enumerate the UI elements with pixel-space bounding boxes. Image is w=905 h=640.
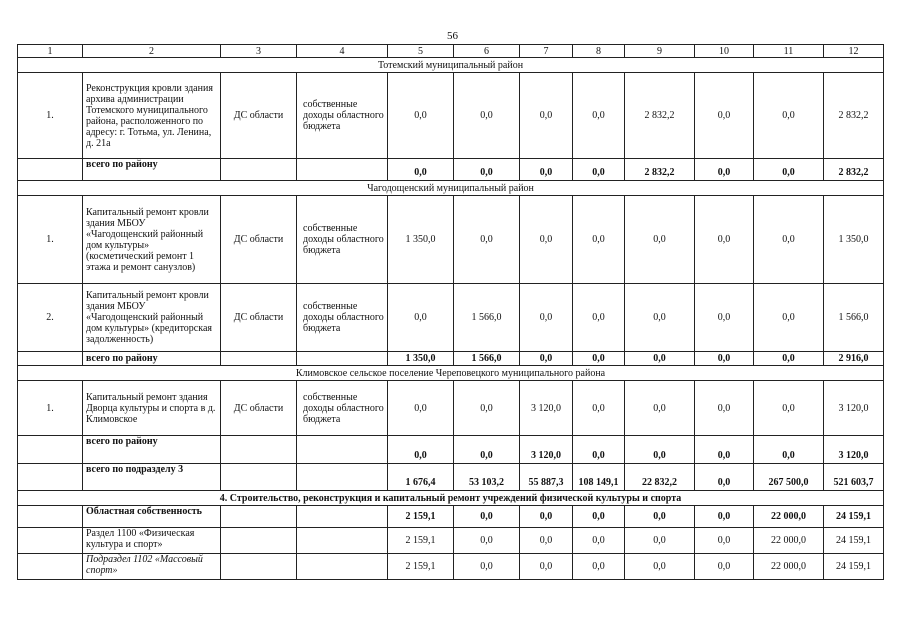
- summary-amount: 0,0: [573, 554, 625, 580]
- total-amount: 2 916,0: [824, 352, 884, 366]
- funding-type: собственные доходы областного бюджета: [297, 284, 388, 352]
- column-number: 4: [297, 45, 388, 58]
- total-amount: 3 120,0: [520, 436, 573, 464]
- amount-cell: 0,0: [573, 284, 625, 352]
- amount-cell: 0,0: [625, 196, 695, 284]
- total-amount: 3 120,0: [824, 436, 884, 464]
- summary-row: [18, 554, 884, 580]
- empty-cell: [18, 554, 83, 580]
- empty-cell: [18, 528, 83, 554]
- summary-amount: 2 159,1: [388, 528, 454, 554]
- amount-cell: 1 566,0: [454, 284, 520, 352]
- total-amount: 0,0: [388, 436, 454, 464]
- total-amount: 267 500,0: [754, 464, 824, 491]
- total-label: всего по району: [83, 352, 221, 366]
- empty-cell: [18, 464, 83, 491]
- empty-cell: [297, 528, 388, 554]
- summary-amount: 0,0: [695, 528, 754, 554]
- empty-cell: [221, 506, 297, 528]
- summary-amount: 2 159,1: [388, 554, 454, 580]
- empty-cell: [297, 464, 388, 491]
- funding-type: собственные доходы областного бюджета: [297, 196, 388, 284]
- empty-cell: [297, 159, 388, 181]
- funding-type: собственные доходы областного бюджета: [297, 381, 388, 436]
- summary-amount: 24 159,1: [824, 528, 884, 554]
- amount-cell: 0,0: [454, 196, 520, 284]
- row-number: 1.: [18, 73, 83, 159]
- total-amount: 0,0: [625, 352, 695, 366]
- column-number: 5: [388, 45, 454, 58]
- amount-cell: 0,0: [388, 381, 454, 436]
- summary-amount: 0,0: [625, 528, 695, 554]
- page-number: 56: [447, 30, 458, 42]
- summary-amount: 24 159,1: [824, 554, 884, 580]
- empty-cell: [297, 506, 388, 528]
- summary-amount: 0,0: [520, 528, 573, 554]
- summary-amount: 0,0: [695, 506, 754, 528]
- column-number: 12: [824, 45, 884, 58]
- amount-cell: 3 120,0: [520, 381, 573, 436]
- summary-amount: 2 159,1: [388, 506, 454, 528]
- empty-cell: [18, 159, 83, 181]
- row-number: 1.: [18, 196, 83, 284]
- amount-cell: 0,0: [754, 196, 824, 284]
- total-amount: 0,0: [695, 464, 754, 491]
- amount-cell: 0,0: [573, 381, 625, 436]
- column-number: 10: [695, 45, 754, 58]
- table-row: [18, 381, 884, 436]
- section-title: Тотемский муниципальный район: [18, 58, 884, 73]
- total-amount: 0,0: [454, 159, 520, 181]
- amount-cell: 0,0: [454, 381, 520, 436]
- total-amount: 0,0: [625, 436, 695, 464]
- section-title: 4. Строительство, реконструкция и капитальный ремонт учреждений физической культуры и спорта: [18, 491, 884, 506]
- column-number: 7: [520, 45, 573, 58]
- total-amount: 22 832,2: [625, 464, 695, 491]
- section-title-row: [18, 491, 884, 506]
- empty-cell: [221, 464, 297, 491]
- total-label: всего по району: [83, 436, 221, 464]
- total-amount: 1 676,4: [388, 464, 454, 491]
- section-title-row: [18, 58, 884, 73]
- amount-cell: 3 120,0: [824, 381, 884, 436]
- summary-amount: 0,0: [520, 506, 573, 528]
- empty-cell: [18, 506, 83, 528]
- amount-cell: 2 832,2: [625, 73, 695, 159]
- total-row: [18, 159, 884, 181]
- empty-cell: [221, 436, 297, 464]
- total-amount: 0,0: [754, 436, 824, 464]
- amount-cell: 0,0: [454, 73, 520, 159]
- total-amount: 0,0: [573, 159, 625, 181]
- summary-amount: 24 159,1: [824, 506, 884, 528]
- column-number: 3: [221, 45, 297, 58]
- summary-amount: 0,0: [573, 528, 625, 554]
- total-amount: 0,0: [695, 159, 754, 181]
- total-amount: 0,0: [695, 436, 754, 464]
- total-amount: 108 149,1: [573, 464, 625, 491]
- summary-amount: 0,0: [625, 506, 695, 528]
- summary-row: [18, 506, 884, 528]
- table-row: [18, 73, 884, 159]
- amount-cell: 0,0: [695, 196, 754, 284]
- total-amount: 0,0: [388, 159, 454, 181]
- amount-cell: 0,0: [625, 381, 695, 436]
- column-number: 11: [754, 45, 824, 58]
- empty-cell: [297, 554, 388, 580]
- amount-cell: 1 350,0: [824, 196, 884, 284]
- total-amount: 2 832,2: [625, 159, 695, 181]
- budget-table: [17, 44, 884, 580]
- total-amount: 0,0: [695, 352, 754, 366]
- empty-cell: [221, 554, 297, 580]
- summary-amount: 0,0: [520, 554, 573, 580]
- summary-amount: 0,0: [695, 554, 754, 580]
- amount-cell: 0,0: [695, 284, 754, 352]
- funding-source: ДС области: [221, 73, 297, 159]
- total-amount: 1 350,0: [388, 352, 454, 366]
- amount-cell: 0,0: [695, 381, 754, 436]
- section-title: Чагодощенский муниципальный район: [18, 181, 884, 196]
- amount-cell: 0,0: [520, 284, 573, 352]
- project-name: Капитальный ремонт кровли здания МБОУ «Чагодощенский районный дом культуры» (косметический ремонт 1 этажа и ремонт санузлов): [83, 196, 221, 284]
- section-title-row: [18, 181, 884, 196]
- summary-amount: 22 000,0: [754, 506, 824, 528]
- funding-type: собственные доходы областного бюджета: [297, 73, 388, 159]
- total-amount: 0,0: [573, 352, 625, 366]
- amount-cell: 0,0: [625, 284, 695, 352]
- total-row: [18, 436, 884, 464]
- total-amount: 521 603,7: [824, 464, 884, 491]
- total-amount: 53 103,2: [454, 464, 520, 491]
- amount-cell: 0,0: [573, 73, 625, 159]
- empty-cell: [221, 159, 297, 181]
- summary-label: Областная собственность: [83, 506, 221, 528]
- summary-amount: 22 000,0: [754, 528, 824, 554]
- empty-cell: [297, 436, 388, 464]
- section-title-row: [18, 366, 884, 381]
- amount-cell: 0,0: [754, 73, 824, 159]
- summary-amount: 22 000,0: [754, 554, 824, 580]
- empty-cell: [221, 352, 297, 366]
- amount-cell: 0,0: [520, 196, 573, 284]
- summary-amount: 0,0: [454, 528, 520, 554]
- column-number: 9: [625, 45, 695, 58]
- total-label: всего по району: [83, 159, 221, 181]
- total-amount: 1 566,0: [454, 352, 520, 366]
- amount-cell: 1 566,0: [824, 284, 884, 352]
- amount-cell: 0,0: [388, 73, 454, 159]
- row-number: 2.: [18, 284, 83, 352]
- column-number: 8: [573, 45, 625, 58]
- column-number: 6: [454, 45, 520, 58]
- total-amount: 0,0: [573, 436, 625, 464]
- project-name: Капитальный ремонт здания Дворца культуры и спорта в д. Климовское: [83, 381, 221, 436]
- total-amount: 2 832,2: [824, 159, 884, 181]
- total-amount: 0,0: [520, 352, 573, 366]
- table-row: [18, 196, 884, 284]
- amount-cell: 0,0: [754, 284, 824, 352]
- summary-amount: 0,0: [625, 554, 695, 580]
- amount-cell: 0,0: [695, 73, 754, 159]
- amount-cell: 0,0: [520, 73, 573, 159]
- total-row: [18, 464, 884, 491]
- empty-cell: [297, 352, 388, 366]
- column-number: 1: [18, 45, 83, 58]
- total-amount: 0,0: [754, 159, 824, 181]
- funding-source: ДС области: [221, 284, 297, 352]
- total-label: всего по подразделу 3: [83, 464, 221, 491]
- total-amount: 55 887,3: [520, 464, 573, 491]
- summary-label: Подраздел 1102 «Массовый спорт»: [83, 554, 221, 580]
- total-row: [18, 352, 884, 366]
- amount-cell: 1 350,0: [388, 196, 454, 284]
- summary-amount: 0,0: [454, 554, 520, 580]
- amount-cell: 0,0: [573, 196, 625, 284]
- table-body: [18, 45, 884, 580]
- project-name: Реконструкция кровли здания архива администрации Тотемского муниципального района, расположенного по адресу: г. Тотьма, ул. Ленина, д. 21а: [83, 73, 221, 159]
- total-amount: 0,0: [754, 352, 824, 366]
- summary-amount: 0,0: [573, 506, 625, 528]
- table-row: [18, 284, 884, 352]
- column-number: 2: [83, 45, 221, 58]
- amount-cell: 0,0: [754, 381, 824, 436]
- funding-source: ДС области: [221, 381, 297, 436]
- funding-source: ДС области: [221, 196, 297, 284]
- empty-cell: [18, 436, 83, 464]
- project-name: Капитальный ремонт кровли здания МБОУ «Чагодощенский районный дом культуры» (кредиторская задолженность): [83, 284, 221, 352]
- row-number: 1.: [18, 381, 83, 436]
- empty-cell: [221, 528, 297, 554]
- summary-row: [18, 528, 884, 554]
- total-amount: 0,0: [520, 159, 573, 181]
- total-amount: 0,0: [454, 436, 520, 464]
- summary-amount: 0,0: [454, 506, 520, 528]
- amount-cell: 0,0: [388, 284, 454, 352]
- empty-cell: [18, 352, 83, 366]
- amount-cell: 2 832,2: [824, 73, 884, 159]
- section-title: Климовское сельское поселение Череповецкого муниципального района: [18, 366, 884, 381]
- column-number-row: [18, 45, 884, 58]
- summary-label: Раздел 1100 «Физическая культура и спорт»: [83, 528, 221, 554]
